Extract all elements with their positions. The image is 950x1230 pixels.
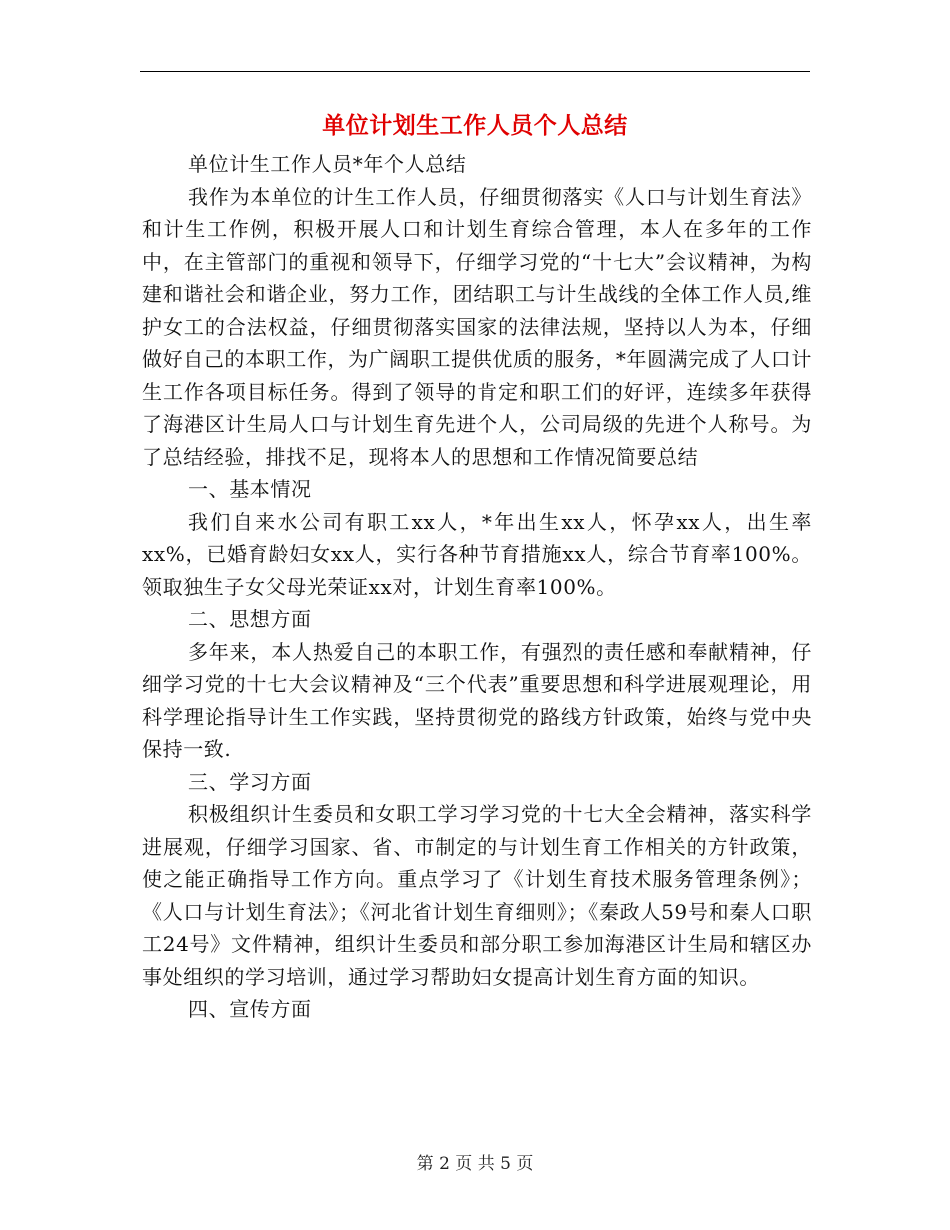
thought-paragraph: 多年来，本人热爱自己的本职工作，有强烈的责任感和奉献精神，仔细学习党的十七大会议精神及“三个代表”重要思想和科学进展观理论，用科学理论指导计生工作实践，坚持贯彻党的路线方针政策，始终与党中央保持一致. [142, 639, 812, 761]
intro-paragraph: 我作为本单位的计生工作人员，仔细贯彻落实《人口与计划生育法》和计生工作例，积极开展人口和计划生育综合管理，本人在多年的工作中，在主管部门的重视和领导下，仔细学习党的“十七大”会议精神，为构建和谐社会和谐企业，努力工作，团结职工与计生战线的全体工作人员,维护女工的合法权益，仔细贯彻落实国家的法律法规，坚持以人为本，仔细做好自己的本职工作，为广阔职工提供优质的服务，*年圆满完成了人口计生工作各项目标任务。得到了领导的肯定和职工们的好评，连续多年获得了海港区计生局人口与计划生育先进个人，公司局级的先进个人称号。为了总结经验，排找不足，现将本人的思想和工作情况简要总结 [142, 184, 812, 469]
subtitle-paragraph: 单位计生工作人员*年个人总结 [188, 152, 467, 176]
section-heading-publicity: 四、宣传方面 [188, 997, 312, 1021]
study-paragraph: 积极组织计生委员和女职工学习学习党的十七大全会精神，落实科学进展观，仔细学习国家、省、市制定的与计划生育工作相关的方针政策，使之能正确指导工作方向。重点学习了《计划生育技术服务管理条例》；《人口与计划生育法》；《河北省计划生育细则》；《秦政人59号和秦人口职工24号》文件精神，组织计生委员和部分职工参加海港区计生局和辖区办事处组织的学习培训，通过学习帮助妇女提高计划生育方面的知识。 [142, 802, 812, 989]
page-number-footer: 第 2 页 共 5 页 [416, 1154, 534, 1174]
section-heading-study: 三、学习方面 [188, 769, 312, 794]
document-title: 单位计划生工作人员个人总结 [322, 113, 628, 139]
section-heading-thought: 二、思想方面 [188, 607, 312, 631]
section-heading-basic: 一、基本情况 [188, 477, 312, 501]
document-body [142, 148, 812, 1026]
header-rule [140, 71, 810, 72]
basic-situation-paragraph: 我们自来水公司有职工xx人，*年出生xx人，怀孕xx人，出生率xx%，已婚育龄妇女xx人，实行各种节育措施xx人，综合节育率100%。领取独生子女父母光荣证xx对，计划生育率100%。 [142, 509, 812, 599]
